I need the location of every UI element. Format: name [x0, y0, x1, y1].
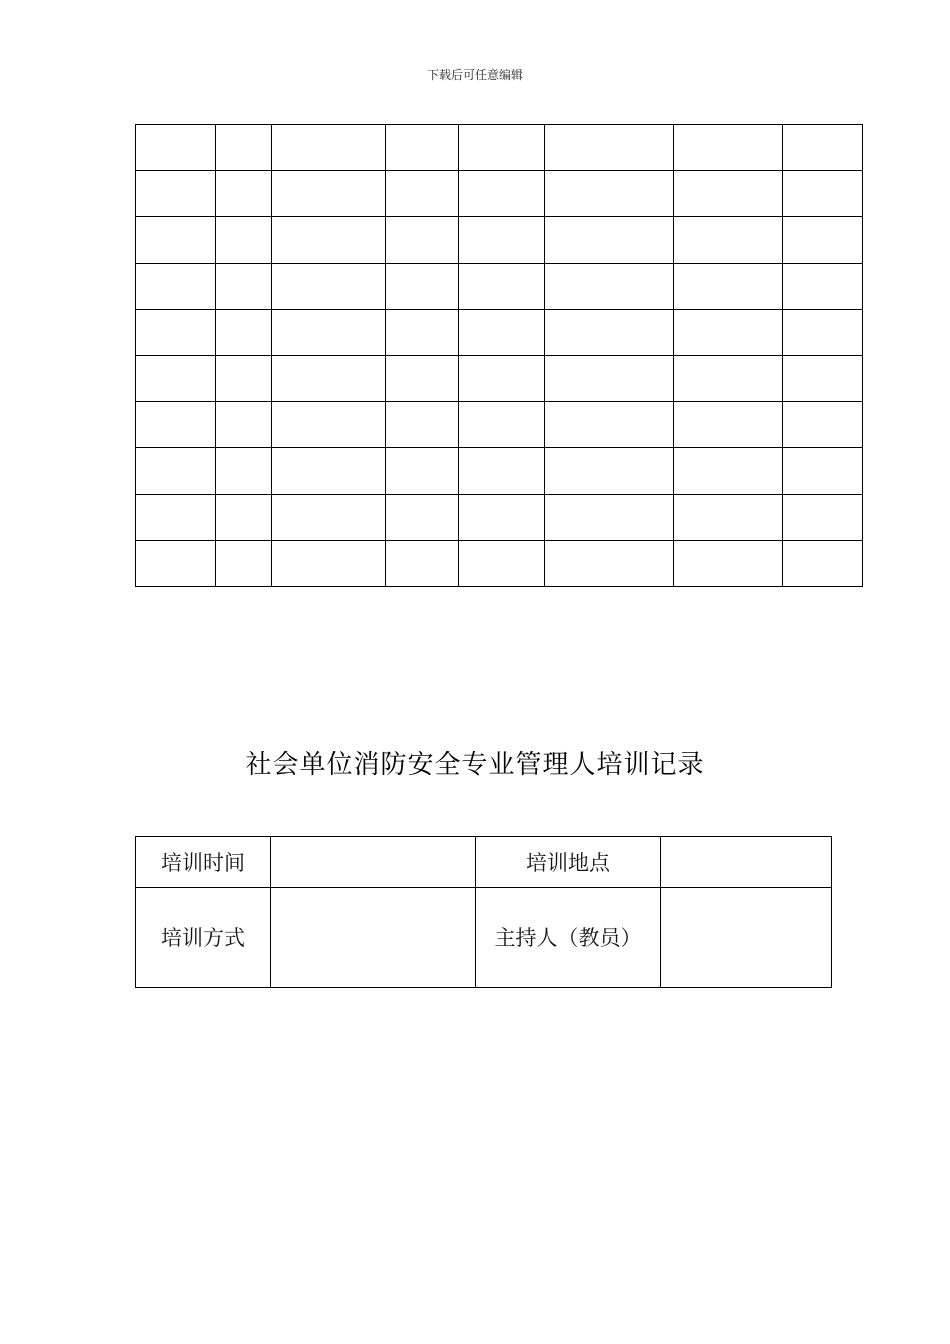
grid-cell[interactable] [783, 217, 863, 263]
grid-cell[interactable] [545, 448, 674, 494]
grid-cell[interactable] [136, 125, 216, 171]
grid-cell[interactable] [459, 125, 545, 171]
grid-cell[interactable] [136, 540, 216, 586]
grid-cell[interactable] [386, 402, 459, 448]
grid-cell[interactable] [459, 217, 545, 263]
grid-cell[interactable] [272, 494, 386, 540]
grid-cell[interactable] [272, 309, 386, 355]
grid-cell[interactable] [459, 540, 545, 586]
host-label: 主持人（教员） [494, 925, 642, 950]
grid-cell[interactable] [674, 448, 783, 494]
grid-row [136, 263, 863, 309]
blank-grid-body [136, 125, 863, 587]
grid-cell[interactable] [459, 355, 545, 401]
grid-cell[interactable] [386, 217, 459, 263]
grid-row [136, 494, 863, 540]
grid-cell[interactable] [783, 263, 863, 309]
record-row-time-place [136, 837, 832, 888]
grid-cell[interactable] [272, 402, 386, 448]
grid-row [136, 402, 863, 448]
grid-cell[interactable] [674, 540, 783, 586]
grid-cell[interactable] [216, 263, 272, 309]
grid-cell[interactable] [136, 402, 216, 448]
grid-row [136, 540, 863, 586]
grid-cell[interactable] [136, 494, 216, 540]
grid-cell[interactable] [272, 217, 386, 263]
grid-cell[interactable] [674, 309, 783, 355]
blank-grid-table [135, 124, 863, 587]
grid-row [136, 355, 863, 401]
grid-cell[interactable] [216, 217, 272, 263]
grid-cell[interactable] [386, 309, 459, 355]
grid-cell[interactable] [783, 355, 863, 401]
grid-cell[interactable] [386, 171, 459, 217]
grid-cell[interactable] [783, 448, 863, 494]
grid-cell[interactable] [272, 355, 386, 401]
grid-cell[interactable] [459, 263, 545, 309]
grid-cell[interactable] [674, 494, 783, 540]
grid-cell[interactable] [545, 540, 674, 586]
grid-row [136, 125, 863, 171]
training-place-label: 培训地点 [476, 837, 661, 888]
grid-cell[interactable] [459, 309, 545, 355]
grid-cell[interactable] [136, 171, 216, 217]
grid-cell[interactable] [783, 402, 863, 448]
grid-cell[interactable] [386, 448, 459, 494]
training-place-field[interactable] [661, 837, 832, 888]
grid-cell[interactable] [386, 263, 459, 309]
grid-cell[interactable] [545, 355, 674, 401]
grid-cell[interactable] [216, 125, 272, 171]
grid-cell[interactable] [136, 309, 216, 355]
grid-cell[interactable] [545, 171, 674, 217]
training-record-table [135, 836, 832, 988]
grid-cell[interactable] [216, 355, 272, 401]
grid-cell[interactable] [783, 125, 863, 171]
page-title: 社会单位消防安全专业管理人培训记录 [245, 750, 705, 780]
grid-cell[interactable] [545, 125, 674, 171]
grid-cell[interactable] [272, 171, 386, 217]
grid-cell[interactable] [783, 494, 863, 540]
grid-cell[interactable] [674, 402, 783, 448]
grid-cell[interactable] [272, 448, 386, 494]
grid-cell[interactable] [136, 217, 216, 263]
record-row-method-host [136, 888, 832, 988]
host-field[interactable] [661, 888, 832, 988]
training-time-label: 培训时间 [136, 837, 271, 888]
grid-cell[interactable] [272, 540, 386, 586]
grid-row [136, 217, 863, 263]
grid-cell[interactable] [459, 402, 545, 448]
grid-cell[interactable] [459, 494, 545, 540]
grid-cell[interactable] [216, 540, 272, 586]
grid-cell[interactable] [783, 540, 863, 586]
grid-cell[interactable] [545, 494, 674, 540]
grid-cell[interactable] [136, 263, 216, 309]
grid-cell[interactable] [386, 355, 459, 401]
grid-cell[interactable] [272, 263, 386, 309]
grid-cell[interactable] [216, 448, 272, 494]
grid-cell[interactable] [545, 217, 674, 263]
grid-row [136, 448, 863, 494]
grid-cell[interactable] [783, 309, 863, 355]
grid-cell[interactable] [674, 217, 783, 263]
grid-cell[interactable] [216, 402, 272, 448]
training-method-field[interactable] [271, 888, 476, 988]
grid-cell[interactable] [272, 125, 386, 171]
grid-cell[interactable] [674, 355, 783, 401]
grid-cell[interactable] [783, 171, 863, 217]
training-time-field[interactable] [271, 837, 476, 888]
grid-cell[interactable] [216, 309, 272, 355]
grid-cell[interactable] [545, 309, 674, 355]
grid-cell[interactable] [136, 448, 216, 494]
grid-cell[interactable] [674, 263, 783, 309]
header-note: 下载后可任意编辑 [426, 68, 523, 82]
grid-cell[interactable] [674, 125, 783, 171]
grid-cell[interactable] [386, 540, 459, 586]
grid-cell[interactable] [386, 125, 459, 171]
grid-cell[interactable] [216, 171, 272, 217]
grid-cell[interactable] [136, 355, 216, 401]
host-label-cell [476, 888, 661, 988]
grid-row [136, 171, 863, 217]
grid-cell[interactable] [216, 494, 272, 540]
grid-cell[interactable] [674, 171, 783, 217]
training-method-label: 培训方式 [136, 888, 271, 988]
grid-row [136, 309, 863, 355]
grid-cell[interactable] [545, 402, 674, 448]
grid-cell[interactable] [459, 448, 545, 494]
grid-cell[interactable] [386, 494, 459, 540]
grid-cell[interactable] [459, 171, 545, 217]
grid-cell[interactable] [545, 263, 674, 309]
